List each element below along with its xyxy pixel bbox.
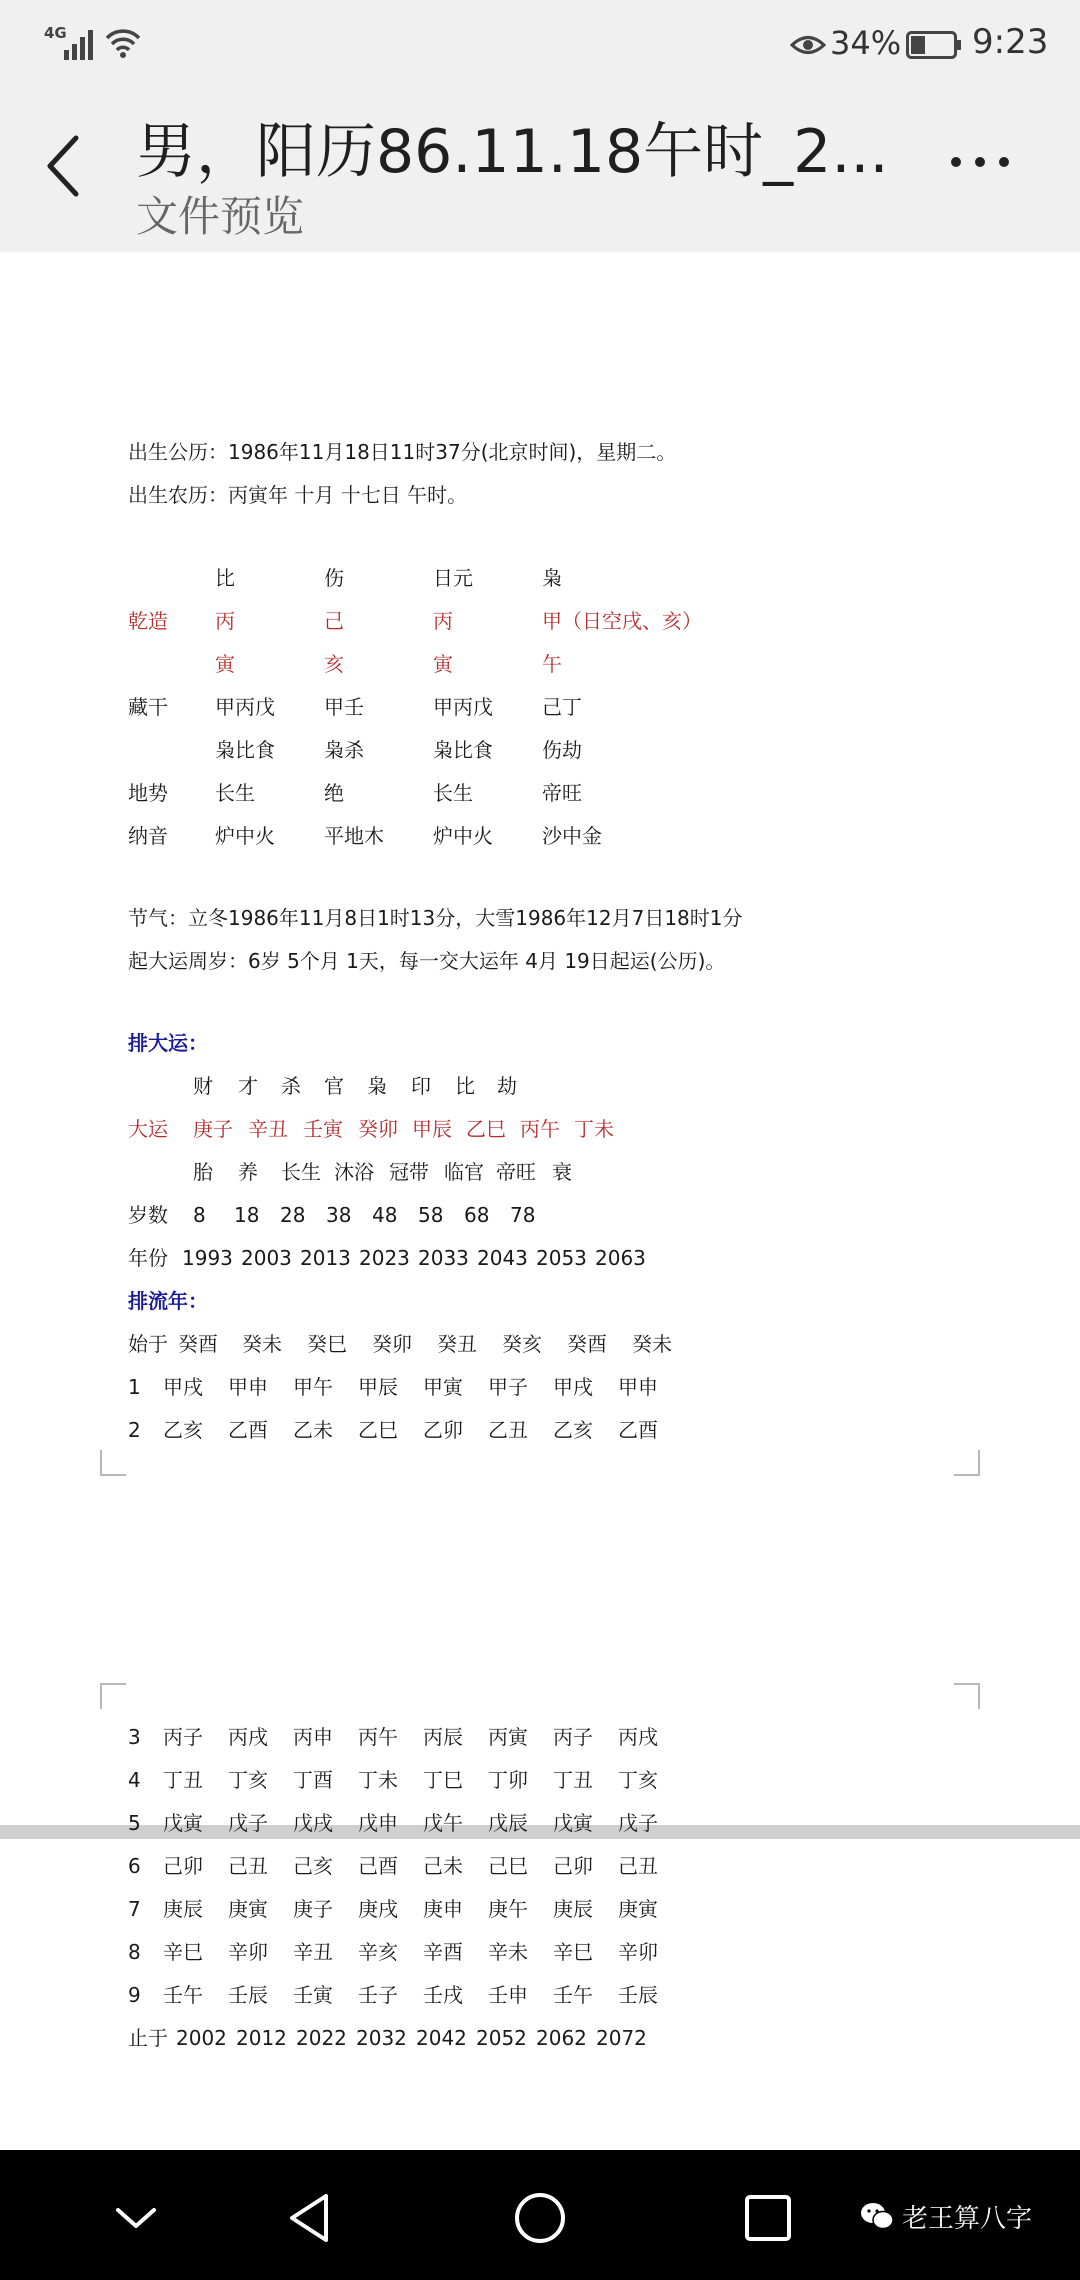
signal-icon bbox=[44, 26, 104, 62]
shishen-cell: 伤 bbox=[324, 566, 344, 590]
document-subtitle: 文件预览 bbox=[136, 192, 305, 241]
age-cell: 78 bbox=[510, 1203, 536, 1227]
nayin-cell: 沙中金 bbox=[542, 824, 602, 848]
page-corner-mark bbox=[100, 1450, 126, 1476]
liunian-end-cell: 2022 bbox=[296, 2026, 347, 2050]
liunian-cell: 甲辰 bbox=[358, 1375, 398, 1399]
year-cell: 2023 bbox=[359, 1246, 410, 1270]
canggan-shishen-cell: 伤劫 bbox=[542, 738, 582, 762]
dayun-shishen-cell: 才 bbox=[238, 1074, 258, 1098]
liunian-cell: 乙亥 bbox=[553, 1418, 593, 1442]
age-cell: 38 bbox=[326, 1203, 352, 1227]
liunian-cell: 甲子 bbox=[488, 1375, 528, 1399]
canggan-cell: 己丁 bbox=[542, 695, 582, 719]
liunian-cell: 庚申 bbox=[423, 1897, 463, 1921]
status-bar bbox=[0, 0, 1080, 90]
liunian-cell: 甲戌 bbox=[163, 1375, 203, 1399]
dayun-shishen-cell: 官 bbox=[324, 1074, 344, 1098]
shishen-cell: 比 bbox=[215, 566, 235, 590]
changsheng-cell: 帝旺 bbox=[496, 1160, 536, 1184]
liunian-cell: 丙子 bbox=[163, 1725, 203, 1749]
liunian-cell: 庚寅 bbox=[228, 1897, 268, 1921]
liunian-cell: 丁亥 bbox=[618, 1768, 658, 1792]
liunian-cell: 己卯 bbox=[163, 1854, 203, 1878]
year-cell: 1993 bbox=[182, 1246, 233, 1270]
liunian-end-cell: 2072 bbox=[596, 2026, 647, 2050]
liunian-cell: 丁未 bbox=[358, 1768, 398, 1792]
birth-lunar: 出生农历：丙寅年 十月 十七日 午时。 bbox=[128, 483, 468, 507]
liunian-cell: 丁卯 bbox=[488, 1768, 528, 1792]
liunian-start-cell: 癸丑 bbox=[437, 1332, 477, 1356]
back-nav-button[interactable] bbox=[282, 2190, 342, 2246]
page-break bbox=[0, 1825, 1080, 1839]
liunian-row-number: 4 bbox=[128, 1768, 141, 1792]
document-title: 男，阳历86.11.18午时_2... bbox=[136, 117, 889, 187]
liunian-cell: 甲午 bbox=[293, 1375, 333, 1399]
liunian-row-number: 8 bbox=[128, 1940, 141, 1964]
liunian-heading: 排流年： bbox=[128, 1289, 208, 1313]
changsheng-cell: 临官 bbox=[444, 1160, 484, 1184]
year-cell: 2013 bbox=[300, 1246, 351, 1270]
liunian-end-label: 止于 bbox=[128, 2026, 168, 2050]
liunian-cell: 壬子 bbox=[358, 1983, 398, 2007]
liunian-cell: 己丑 bbox=[618, 1854, 658, 1878]
dayun-cell: 辛丑 bbox=[248, 1117, 288, 1141]
liunian-cell: 丁亥 bbox=[228, 1768, 268, 1792]
liunian-cell: 丁酉 bbox=[293, 1768, 333, 1792]
nayin-label: 纳音 bbox=[128, 824, 168, 848]
liunian-cell: 甲戌 bbox=[553, 1375, 593, 1399]
liunian-cell: 戊午 bbox=[423, 1811, 463, 1835]
liunian-start-cell: 癸亥 bbox=[502, 1332, 542, 1356]
dayun-heading: 排大运： bbox=[128, 1031, 208, 1055]
age-cell: 48 bbox=[372, 1203, 398, 1227]
shishen-cell: 日元 bbox=[433, 566, 473, 590]
stem-cell: 己 bbox=[324, 609, 344, 633]
liunian-cell: 己未 bbox=[423, 1854, 463, 1878]
liunian-row-number: 6 bbox=[128, 1854, 141, 1878]
dayun-shishen-cell: 印 bbox=[411, 1074, 431, 1098]
liunian-row-number: 2 bbox=[128, 1418, 141, 1442]
liunian-cell: 己亥 bbox=[293, 1854, 333, 1878]
stem-cell: 丙 bbox=[215, 609, 235, 633]
dayun-cell: 癸卯 bbox=[358, 1117, 398, 1141]
liunian-start-cell: 癸卯 bbox=[372, 1332, 412, 1356]
dayun-shishen-cell: 财 bbox=[193, 1074, 213, 1098]
year-cell: 2063 bbox=[595, 1246, 646, 1270]
navigation-bar bbox=[0, 2150, 1080, 2280]
liunian-cell: 庚子 bbox=[293, 1897, 333, 1921]
liunian-cell: 壬辰 bbox=[228, 1983, 268, 2007]
liunian-cell: 丁丑 bbox=[163, 1768, 203, 1792]
liunian-row-number: 3 bbox=[128, 1725, 141, 1749]
liunian-row-number: 5 bbox=[128, 1811, 141, 1835]
qianzao-label: 乾造 bbox=[128, 609, 168, 633]
liunian-cell: 辛酉 bbox=[423, 1940, 463, 1964]
wechat-icon bbox=[860, 2201, 894, 2231]
liunian-row-number: 7 bbox=[128, 1897, 141, 1921]
branch-cell: 亥 bbox=[324, 652, 344, 676]
dayun-cell: 丙午 bbox=[520, 1117, 560, 1141]
liunian-start-cell: 癸酉 bbox=[178, 1332, 218, 1356]
liunian-cell: 甲申 bbox=[618, 1375, 658, 1399]
liunian-start-cell: 癸巳 bbox=[307, 1332, 347, 1356]
liunian-end-cell: 2012 bbox=[236, 2026, 287, 2050]
liunian-cell: 庚辰 bbox=[163, 1897, 203, 1921]
liunian-cell: 甲寅 bbox=[423, 1375, 463, 1399]
liunian-row-number: 1 bbox=[128, 1375, 141, 1399]
liunian-cell: 戊戌 bbox=[293, 1811, 333, 1835]
age-label: 岁数 bbox=[128, 1203, 168, 1227]
liunian-cell: 丁丑 bbox=[553, 1768, 593, 1792]
liunian-end-cell: 2062 bbox=[536, 2026, 587, 2050]
liunian-cell: 壬寅 bbox=[293, 1983, 333, 2007]
canggan-shishen-cell: 枭比食 bbox=[215, 738, 275, 762]
nayin-cell: 炉中火 bbox=[215, 824, 275, 848]
liunian-cell: 戊子 bbox=[618, 1811, 658, 1835]
liunian-cell: 丙申 bbox=[293, 1725, 333, 1749]
nayin-cell: 平地木 bbox=[324, 824, 384, 848]
liunian-cell: 乙酉 bbox=[228, 1418, 268, 1442]
dayun-shishen-cell: 枭 bbox=[367, 1074, 387, 1098]
liunian-cell: 丙辰 bbox=[423, 1725, 463, 1749]
year-cell: 2033 bbox=[418, 1246, 469, 1270]
liunian-cell: 庚辰 bbox=[553, 1897, 593, 1921]
network-type: 4G bbox=[44, 24, 67, 42]
nayin-cell: 炉中火 bbox=[433, 824, 493, 848]
liunian-cell: 壬午 bbox=[163, 1983, 203, 2007]
stem-cell: 甲（日空戌、亥） bbox=[542, 609, 702, 633]
age-cell: 28 bbox=[280, 1203, 306, 1227]
liunian-cell: 甲申 bbox=[228, 1375, 268, 1399]
jieqi: 节气：立冬1986年11月8日1时13分，大雪1986年12月7日18时1分 bbox=[128, 906, 743, 930]
branch-cell: 寅 bbox=[433, 652, 453, 676]
liunian-cell: 壬午 bbox=[553, 1983, 593, 2007]
more-options-button[interactable] bbox=[946, 142, 1026, 182]
page-corner-mark bbox=[100, 1683, 126, 1709]
liunian-cell: 丙寅 bbox=[488, 1725, 528, 1749]
app-header bbox=[0, 90, 1080, 252]
canggan-shishen-cell: 枭比食 bbox=[433, 738, 493, 762]
liunian-cell: 庚戌 bbox=[358, 1897, 398, 1921]
clock: 9:23 bbox=[972, 22, 1049, 62]
liunian-cell: 乙丑 bbox=[488, 1418, 528, 1442]
page-corner-mark bbox=[954, 1683, 980, 1709]
canggan-cell: 甲丙戊 bbox=[433, 695, 493, 719]
liunian-cell: 戊子 bbox=[228, 1811, 268, 1835]
eye-comfort-icon bbox=[790, 32, 826, 58]
liunian-cell: 丙午 bbox=[358, 1725, 398, 1749]
liunian-cell: 己巳 bbox=[488, 1854, 528, 1878]
dayun-cell: 甲辰 bbox=[412, 1117, 452, 1141]
back-button[interactable] bbox=[40, 128, 90, 204]
liunian-cell: 乙卯 bbox=[423, 1418, 463, 1442]
stem-cell: 丙 bbox=[433, 609, 453, 633]
liunian-cell: 辛卯 bbox=[228, 1940, 268, 1964]
dishi-cell: 长生 bbox=[215, 781, 255, 805]
liunian-cell: 壬辰 bbox=[618, 1983, 658, 2007]
liunian-cell: 庚午 bbox=[488, 1897, 528, 1921]
changsheng-cell: 冠带 bbox=[389, 1160, 429, 1184]
liunian-start-label: 始于 bbox=[128, 1332, 168, 1356]
battery-percent: 34% bbox=[830, 24, 902, 62]
liunian-cell: 戊申 bbox=[358, 1811, 398, 1835]
liunian-cell: 庚寅 bbox=[618, 1897, 658, 1921]
liunian-end-cell: 2052 bbox=[476, 2026, 527, 2050]
liunian-cell: 乙巳 bbox=[358, 1418, 398, 1442]
hide-nav-button[interactable] bbox=[106, 2190, 166, 2246]
liunian-cell: 己丑 bbox=[228, 1854, 268, 1878]
branch-cell: 午 bbox=[542, 652, 562, 676]
year-cell: 2003 bbox=[241, 1246, 292, 1270]
liunian-cell: 乙酉 bbox=[618, 1418, 658, 1442]
year-cell: 2043 bbox=[477, 1246, 528, 1270]
liunian-cell: 丁巳 bbox=[423, 1768, 463, 1792]
liunian-start-cell: 癸未 bbox=[632, 1332, 672, 1356]
dayun-cell: 乙巳 bbox=[466, 1117, 506, 1141]
document-preview[interactable] bbox=[0, 252, 1080, 2150]
liunian-cell: 辛巳 bbox=[553, 1940, 593, 1964]
qiyun: 起大运周岁：6岁 5个月 1天，每一交大运年 4月 19日起运(公历)。 bbox=[128, 949, 726, 973]
liunian-cell: 丙戌 bbox=[618, 1725, 658, 1749]
canggan-shishen-cell: 枭杀 bbox=[324, 738, 364, 762]
dayun-label: 大运 bbox=[128, 1117, 168, 1141]
liunian-cell: 辛未 bbox=[488, 1940, 528, 1964]
liunian-end-cell: 2002 bbox=[176, 2026, 227, 2050]
canggan-label: 藏干 bbox=[128, 695, 168, 719]
wifi-icon bbox=[104, 26, 142, 60]
liunian-cell: 戊寅 bbox=[163, 1811, 203, 1835]
branch-cell: 寅 bbox=[215, 652, 235, 676]
dayun-cell: 壬寅 bbox=[303, 1117, 343, 1141]
liunian-cell: 辛巳 bbox=[163, 1940, 203, 1964]
liunian-cell: 己卯 bbox=[553, 1854, 593, 1878]
liunian-cell: 丙戌 bbox=[228, 1725, 268, 1749]
dishi-cell: 帝旺 bbox=[542, 781, 582, 805]
dayun-shishen-cell: 比 bbox=[455, 1074, 475, 1098]
liunian-end-cell: 2042 bbox=[416, 2026, 467, 2050]
liunian-cell: 辛丑 bbox=[293, 1940, 333, 1964]
dayun-shishen-cell: 劫 bbox=[497, 1074, 517, 1098]
home-nav-button[interactable] bbox=[510, 2190, 570, 2246]
liunian-cell: 戊辰 bbox=[488, 1811, 528, 1835]
age-cell: 18 bbox=[234, 1203, 260, 1227]
liunian-cell: 辛亥 bbox=[358, 1940, 398, 1964]
birth-solar: 出生公历：1986年11月18日11时37分(北京时间)，星期二。 bbox=[128, 440, 677, 464]
dayun-shishen-cell: 杀 bbox=[281, 1074, 301, 1098]
liunian-cell: 己酉 bbox=[358, 1854, 398, 1878]
canggan-cell: 甲壬 bbox=[324, 695, 364, 719]
dayun-cell: 丁未 bbox=[574, 1117, 614, 1141]
age-cell: 58 bbox=[418, 1203, 444, 1227]
age-cell: 68 bbox=[464, 1203, 490, 1227]
watermark-text: 老王算八字 bbox=[902, 2203, 1033, 2234]
liunian-cell: 辛卯 bbox=[618, 1940, 658, 1964]
liunian-cell: 戊寅 bbox=[553, 1811, 593, 1835]
dayun-cell: 庚子 bbox=[193, 1117, 233, 1141]
liunian-start-cell: 癸未 bbox=[242, 1332, 282, 1356]
liunian-cell: 壬申 bbox=[488, 1983, 528, 2007]
changsheng-cell: 沐浴 bbox=[334, 1160, 374, 1184]
changsheng-cell: 长生 bbox=[281, 1160, 321, 1184]
age-cell: 8 bbox=[193, 1203, 206, 1227]
battery-icon bbox=[906, 31, 962, 59]
recents-nav-button[interactable] bbox=[738, 2190, 798, 2246]
changsheng-cell: 养 bbox=[238, 1160, 258, 1184]
watermark bbox=[860, 2196, 1032, 2236]
changsheng-cell: 衰 bbox=[552, 1160, 572, 1184]
year-label: 年份 bbox=[128, 1246, 168, 1270]
changsheng-cell: 胎 bbox=[193, 1160, 213, 1184]
dishi-cell: 绝 bbox=[324, 781, 344, 805]
liunian-end-cell: 2032 bbox=[356, 2026, 407, 2050]
liunian-start-cell: 癸酉 bbox=[567, 1332, 607, 1356]
liunian-cell: 乙亥 bbox=[163, 1418, 203, 1442]
page-corner-mark bbox=[954, 1450, 980, 1476]
dishi-cell: 长生 bbox=[433, 781, 473, 805]
year-cell: 2053 bbox=[536, 1246, 587, 1270]
canggan-cell: 甲丙戊 bbox=[215, 695, 275, 719]
dishi-label: 地势 bbox=[128, 781, 168, 805]
liunian-cell: 乙未 bbox=[293, 1418, 333, 1442]
liunian-cell: 壬戌 bbox=[423, 1983, 463, 2007]
shishen-cell: 枭 bbox=[542, 566, 562, 590]
liunian-cell: 丙子 bbox=[553, 1725, 593, 1749]
liunian-row-number: 9 bbox=[128, 1983, 141, 2007]
